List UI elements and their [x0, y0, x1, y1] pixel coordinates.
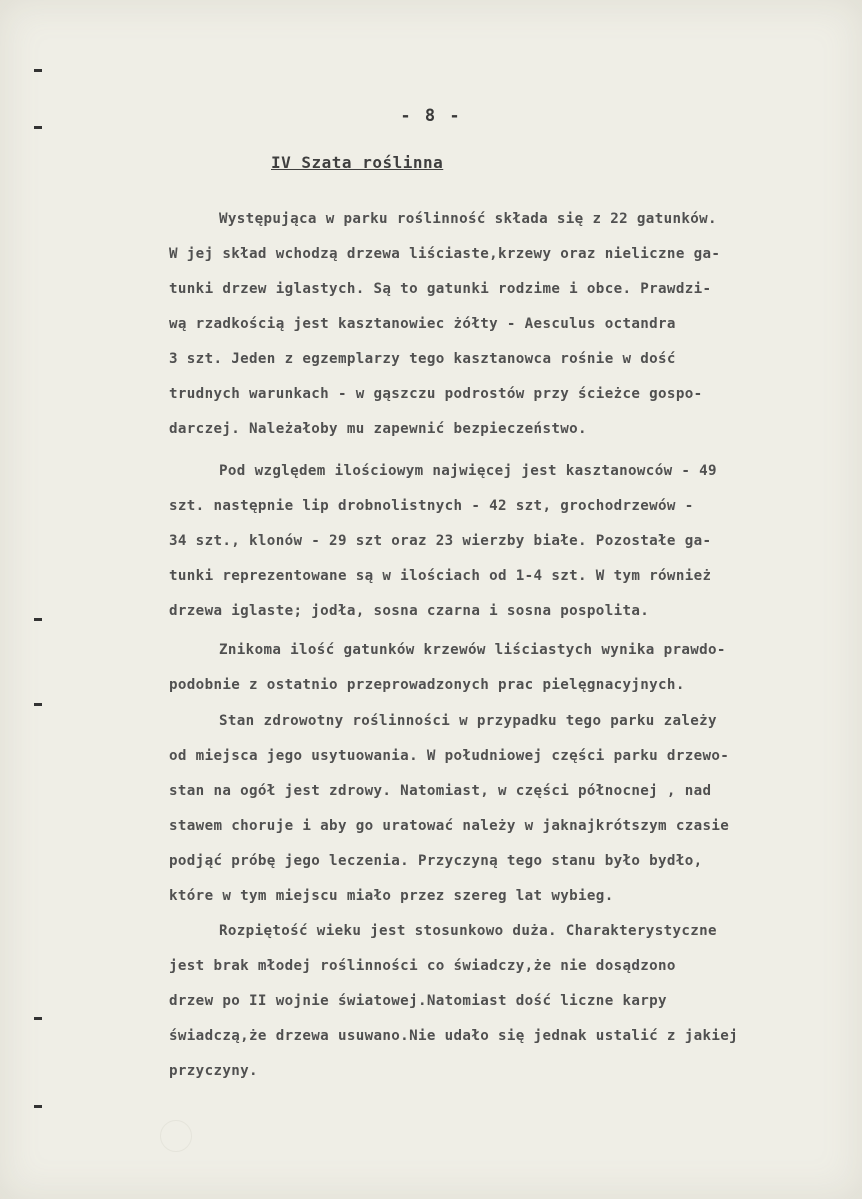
text-line: jest brak młodej roślinności co świadczy,że nie dosądzono	[169, 958, 676, 974]
text-line: podjąć próbę jego leczenia. Przyczyną tego stanu było bydło,	[169, 853, 703, 869]
margin-dash	[34, 1105, 42, 1108]
text-line: trudnych warunkach - w gąszczu podrostów przy ścieżce gospo-	[169, 386, 703, 402]
margin-dash	[34, 703, 42, 706]
margin-dash	[34, 69, 42, 72]
text-line: Występująca w parku roślinność składa się z 22 gatunków.	[219, 211, 717, 227]
margin-dash	[34, 1017, 42, 1020]
text-line: wą rzadkością jest kasztanowiec żółty - Aesculus octandra	[169, 316, 676, 332]
faint-stamp-mark	[160, 1120, 192, 1152]
text-line: drzew po II wojnie światowej.Natomiast dość liczne karpy	[169, 993, 667, 1009]
section-heading: IV Szata roślinna	[271, 153, 444, 172]
text-line: Znikoma ilość gatunków krzewów liściastych wynika prawdo-	[219, 642, 726, 658]
text-line: tunki drzew iglastych. Są to gatunki rodzime i obce. Prawdzi-	[169, 281, 712, 297]
paragraph	[169, 202, 839, 447]
text-line: stawem choruje i aby go uratować należy w jaknajkrótszym czasie	[169, 818, 730, 834]
text-line: Pod względem ilościowym najwięcej jest kasztanowców - 49	[219, 463, 717, 479]
page-number: - 8 -	[400, 106, 462, 126]
text-line: Rozpiętość wieku jest stosunkowo duża. Charakterystyczne	[219, 923, 717, 939]
paragraph	[169, 704, 839, 914]
text-line: 34 szt., klonów - 29 szt oraz 23 wierzby białe. Pozostałe ga-	[169, 533, 712, 549]
paragraph	[169, 914, 839, 1089]
text-line: przyczyny.	[169, 1063, 258, 1079]
text-line: drzewa iglaste; jodła, sosna czarna i sosna pospolita.	[169, 603, 650, 619]
text-line: W jej skład wchodzą drzewa liściaste,krzewy oraz nieliczne ga-	[169, 246, 721, 262]
text-line: darczej. Należałoby mu zapewnić bezpieczeństwo.	[169, 421, 587, 437]
text-line: 3 szt. Jeden z egzemplarzy tego kasztanowca rośnie w dość	[169, 351, 676, 367]
margin-dash	[34, 126, 42, 129]
text-line: świadczą,że drzewa usuwano.Nie udało się jednak ustalić z jakiej	[169, 1028, 739, 1044]
paragraph	[169, 454, 839, 629]
text-line: podobnie z ostatnio przeprowadzonych prac pielęgnacyjnych.	[169, 677, 685, 693]
paragraph	[169, 633, 839, 703]
margin-dash	[34, 618, 42, 621]
text-line: Stan zdrowotny roślinności w przypadku tego parku zależy	[219, 713, 717, 729]
text-line: szt. następnie lip drobnolistnych - 42 szt, grochodrzewów -	[169, 498, 694, 514]
text-line: stan na ogół jest zdrowy. Natomiast, w części północnej , nad	[169, 783, 712, 799]
text-line: tunki reprezentowane są w ilościach od 1-4 szt. W tym również	[169, 568, 712, 584]
text-line: od miejsca jego usytuowania. W południowej części parku drzewo-	[169, 748, 730, 764]
text-line: które w tym miejscu miało przez szereg lat wybieg.	[169, 888, 614, 904]
